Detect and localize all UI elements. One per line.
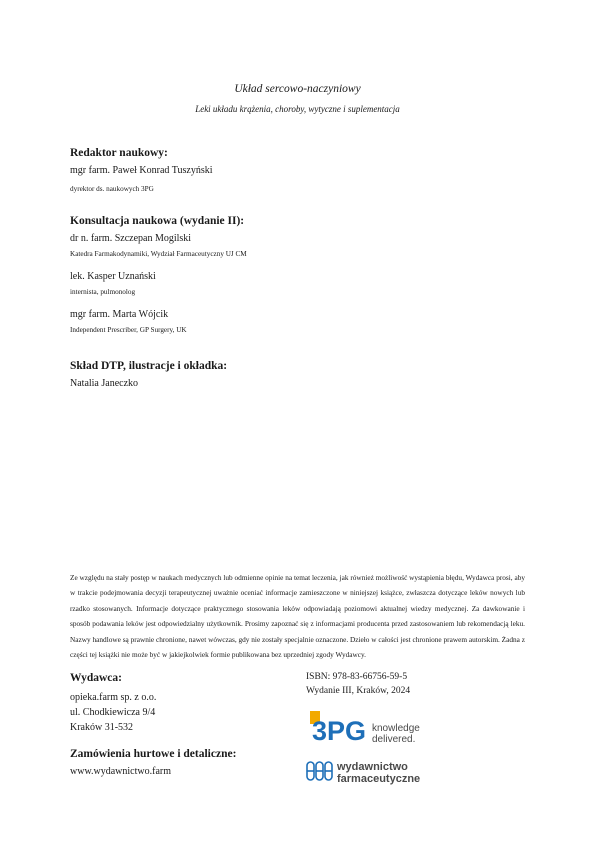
book-subtitle: Leki układu krążenia, choroby, wytyczne i suplementacja — [195, 104, 400, 114]
consultant-role: internista, pulmonolog — [70, 288, 136, 296]
consultation-section — [70, 215, 530, 334]
publisher-line: ul. Chodkiewicza 9/4 — [70, 707, 156, 718]
logo-3pg-tagline: delivered. — [372, 734, 416, 745]
dtp-name: Natalia Janeczko — [70, 378, 139, 389]
pills-icon — [307, 762, 332, 780]
consultant-name: mgr farm. Marta Wójcik — [70, 309, 169, 320]
edition-info: Wydanie III, Kraków, 2024 — [306, 686, 411, 696]
publisher-heading: Wydawca: — [70, 672, 122, 684]
logo-3pg — [306, 707, 446, 747]
isbn: ISBN: 978-83-66756-59-5 — [306, 672, 408, 682]
consultation-heading: Konsultacja naukowa (wydanie II): — [70, 215, 245, 227]
logo-3pg-letters: 3PG — [312, 716, 367, 746]
consultant-name: dr n. farm. Szczepan Mogilski — [70, 233, 192, 244]
editor-section — [70, 147, 530, 193]
publisher-line: Kraków 31-532 — [70, 722, 134, 733]
dtp-heading: Skład DTP, ilustracje i okładka: — [70, 360, 228, 372]
orders-url[interactable]: www.wydawnictwo.farm — [70, 766, 171, 777]
edition-block — [306, 672, 526, 700]
title-block — [0, 83, 595, 114]
editor-heading: Redaktor naukowy: — [70, 147, 168, 159]
disclaimer-text: Ze względu na stały postęp w naukach medycznych lub odmienne opinie na temat leczenia, jak również możliwość wystąpienia błędu, Wydawca prosi, aby w trakcie podejmowania decyzji terapeutycznej uważnie oceniać informacje zamieszczone w niniejszej książce, zwłaszcza dotyczące leków nowych lub rzadko stosowanych. Informacje dotyczące praktycznego stosowania leków odpowiadają poziomowi aktualnej wiedzy medycznej. Za dawkowanie i sposób podawania leków jest odpowiedzialny użytkownik. Prosimy zapoznać się z informacjami producenta przed zastosowaniem lub rekomendacją leku. Nazwy handlowe są prawnie chronione, nawet wówczas, gdy nie zostały specjalnie oznaczone. Dzieło w całości jest chronione prawem autorskim. Żadna z części tej książki nie może być w jakiejkolwiek formie publikowana bez uprzedniej zgody Wydawcy. — [70, 573, 525, 660]
orders-block — [70, 748, 290, 777]
logo-3pg-tagline: knowledge — [372, 723, 420, 734]
editor-role: dyrektor ds. naukowych 3PG — [70, 185, 154, 193]
logo-wf-line: wydawnictwo — [337, 761, 408, 773]
dtp-section — [70, 360, 530, 389]
publisher-block — [70, 672, 290, 733]
logo-wf-line: farmaceutyczne — [337, 773, 421, 785]
logo-wydawnictwo-farmaceutyczne — [306, 758, 466, 786]
consultant-name: lek. Kasper Uznański — [70, 271, 156, 282]
consultant-role: Katedra Farmakodynamiki, Wydział Farmaceutyczny UJ CM — [70, 250, 247, 258]
book-title: Układ sercowo-naczyniowy — [234, 83, 361, 95]
editor-name: mgr farm. Paweł Konrad Tuszyński — [70, 165, 213, 176]
orders-heading: Zamówienia hurtowe i detaliczne: — [70, 748, 237, 760]
consultant-role: Independent Prescriber, GP Surgery, UK — [70, 326, 187, 334]
publisher-line: opieka.farm sp. z o.o. — [70, 692, 157, 703]
